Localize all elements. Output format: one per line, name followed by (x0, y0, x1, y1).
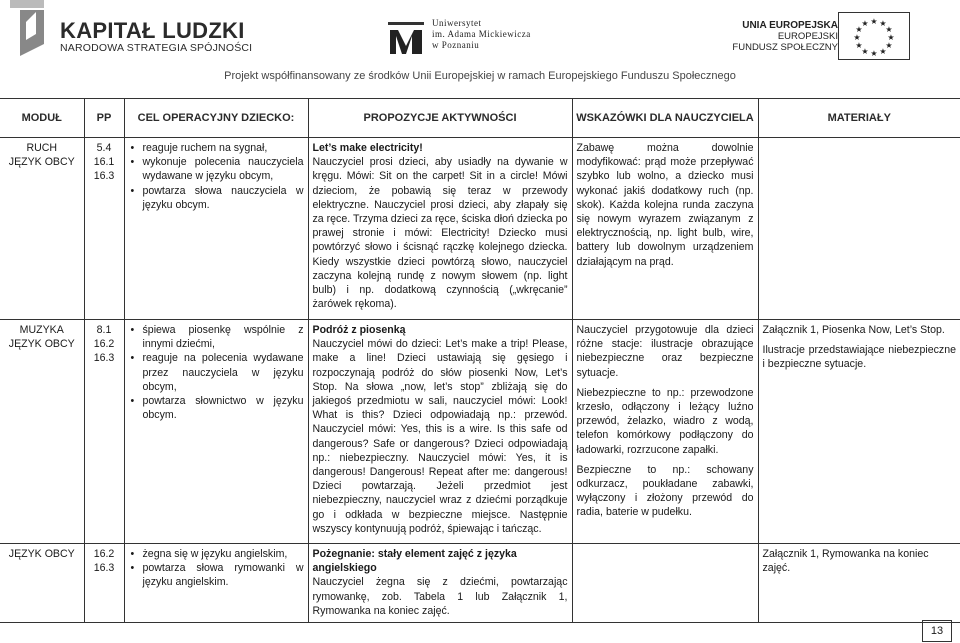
goal-item: • powtarza słowa rymowanki w języku angielskim. (143, 561, 304, 589)
materials-cell: Załącznik 1, Piosenka Now, Let’s Stop. Ilustracje przedstawiające niebezpieczne i bezpieczne sytuacje. (758, 320, 960, 544)
pp-cell: 5.4 16.1 16.3 (84, 138, 124, 320)
eu-flag-icon (838, 12, 910, 60)
uam-logo-icon (384, 20, 428, 58)
goal-item: • śpiewa piosenkę wspólnie z innymi dziećmi, (143, 323, 304, 351)
table-row (0, 544, 960, 623)
goals-cell (124, 138, 308, 320)
tips-cell (572, 544, 758, 623)
activity-title: Let’s make electricity! (312, 142, 423, 154)
activity-cell (308, 320, 572, 544)
project-funding-line: Projekt współfinansowany ze środków Unii Europejskiej w ramach Europejskiego Funduszu Społecznego (224, 70, 736, 82)
table-row (0, 320, 960, 544)
activity-title: Podróż z piosenką (312, 324, 406, 336)
table-row (0, 138, 960, 320)
kapital-ludzki-subtitle: NARODOWA STRATEGIA SPÓJNOŚCI (60, 42, 253, 54)
activity-text: Nauczyciel żegna się z dziećmi, powtarzając rymowankę, zob. Tabela 1 lub Załącznik 1, Rymowanka na koniec zajęć. (312, 576, 568, 617)
goals-cell (124, 320, 308, 544)
lesson-plan-table (0, 98, 960, 623)
kapital-ludzki-logo-icon (6, 0, 44, 56)
module-cell: MUZYKA JĘZYK OBCY (0, 320, 84, 544)
activity-text: Nauczyciel mówi do dzieci: Let’s make a trip! Please, make a line! Dzieci ustawiają się gęsiego i rozpoczynają podróż do słów piosenki Now, Let’s Stop. Na słowa „now, let’s stop” zbliżają się do jakiegoś przedmiotu w sali, nauczyciel mówi: Look! What is this? Dzieci odpowiadają np.: przewód. Nauczyciel mówi: Yes, this is a wire. Is this safe od dangerous? Safe or dangerous? Dzieci odpowiadają np.: niebezpieczny. Nauczyciel mówi: Yes, it is dangerous! Dangerous! Repeat after me: dangerous! Dzieci powtarzają. Jeżeli przedmiot jest niebezpieczny, nauczyciel wraz z dziećmi porządkuje go i odkłada w bezpieczne miejsce. Następnie wszyscy kontynuują podróż, śpiewając i tańcząc. (312, 338, 568, 535)
svg-text:★: ★ (885, 25, 893, 34)
svg-text:★: ★ (879, 19, 887, 28)
goal-item: • reaguje na polecenia wydawane przez nauczyciela w języku obcym, (143, 351, 304, 394)
pp-cell: 16.2 16.3 (84, 544, 124, 623)
svg-text:★: ★ (861, 19, 869, 28)
tips-cell: Nauczyciel przygotowuje dla dzieci różne stacje: ilustracje obrazujące niebezpieczne oraz bezpieczne sytuacje. Niebezpieczne to np.: przewodzone krzesło, odłączony i leżący luźno przewód, żelazko, wiadro z wodą, telefon komórkowy podłączony do ładowarki, rozrzucone zapałki. Bezpieczne to np.: schowany odkurzacz, poukładane zabawki, wyłączony i złożony przewód do radia, baterie w pudełku. (572, 320, 758, 544)
column-header-tips: WSKAZÓWKI DLA NAUCZYCIELA (572, 99, 758, 138)
materials-cell: Załącznik 1, Rymowanka na koniec zajęć. (758, 544, 960, 623)
pp-cell: 8.1 16.2 16.3 (84, 320, 124, 544)
goal-item: • reaguje ruchem na sygnał, (143, 141, 304, 155)
goal-item: • wykonuje polecenia nauczyciela wydawane w języku obcym, (143, 155, 304, 183)
materials-cell (758, 138, 960, 320)
svg-text:★: ★ (855, 25, 863, 34)
svg-text:★: ★ (887, 33, 895, 42)
activity-cell (308, 138, 572, 320)
activity-title: Pożegnanie: stały element zajęć z języka angielskiego (312, 548, 517, 575)
column-header-pp: PP (84, 99, 124, 138)
uam-name: Uniwersytet im. Adama Mickiewicza w Poznaniu (432, 18, 531, 50)
svg-text:★: ★ (855, 41, 863, 50)
svg-text:★: ★ (861, 47, 869, 56)
page-header (0, 0, 960, 96)
module-cell: JĘZYK OBCY (0, 544, 84, 623)
column-header-materials: MATERIAŁY (758, 99, 960, 138)
goal-item: • powtarza słownictwo w języku obcym. (143, 394, 304, 422)
column-header-goal: CEL OPERACYJNY DZIECKO: (124, 99, 308, 138)
svg-text:★: ★ (853, 33, 861, 42)
kapital-ludzki-title: KAPITAŁ LUDZKI (60, 18, 245, 43)
eu-fund-text: UNIA EUROPEJSKA EUROPEJSKI FUNDUSZ SPOŁECZNY (732, 20, 838, 53)
tips-cell: Zabawę można dowolnie modyfikować: prąd może przepływać szybko lub wolno, a dziecko musi wykonać jakiś dodatkowy ruch (np. skok). Każda kolejna runda zaczyna się nowym wyrazem związanym z elektrycznością, np. light bulb, wire, battery lub dowolnym urządzeniem działającym na prąd. (572, 138, 758, 320)
table-header-row (0, 99, 960, 138)
column-header-module: MODUŁ (0, 99, 84, 138)
goal-item: • żegna się w języku angielskim, (143, 547, 304, 561)
module-cell: RUCH JĘZYK OBCY (0, 138, 84, 320)
column-header-activities: PROPOZYCJE AKTYWNOŚCI (308, 99, 572, 138)
activity-cell (308, 544, 572, 623)
page-number: 13 (922, 620, 952, 642)
activity-text: Nauczyciel prosi dzieci, aby usiadły na dywanie w kręgu. Mówi: Sit on the carpet! Sit in a circle! Mówi dzieciom, że pobawią się teraz w przewody elektryczne. Nauczyciel prosi dzieci, aby złapały się za ręce. Trzyma dzieci za ręce, ściska dłoń dziecka po prawej stronie i mówi: Electricity! Dziecko musi powtórzyć słowo i ścisnąć rączkę kolejnego dziecka. Kiedy wszystkie dzieci powtórzą słowo, nauczyciel zaczyna kolejną rundę z nowym słowem (np. light bulb) i np. dodatkową czynnością („wkręcanie” żarówek rękoma). (312, 156, 568, 311)
svg-text:★: ★ (870, 17, 878, 26)
goals-cell (124, 544, 308, 623)
svg-text:★: ★ (879, 47, 887, 56)
svg-text:★: ★ (870, 49, 878, 58)
svg-text:★: ★ (885, 41, 893, 50)
goal-item: • powtarza słowa nauczyciela w języku obcym. (143, 184, 304, 212)
